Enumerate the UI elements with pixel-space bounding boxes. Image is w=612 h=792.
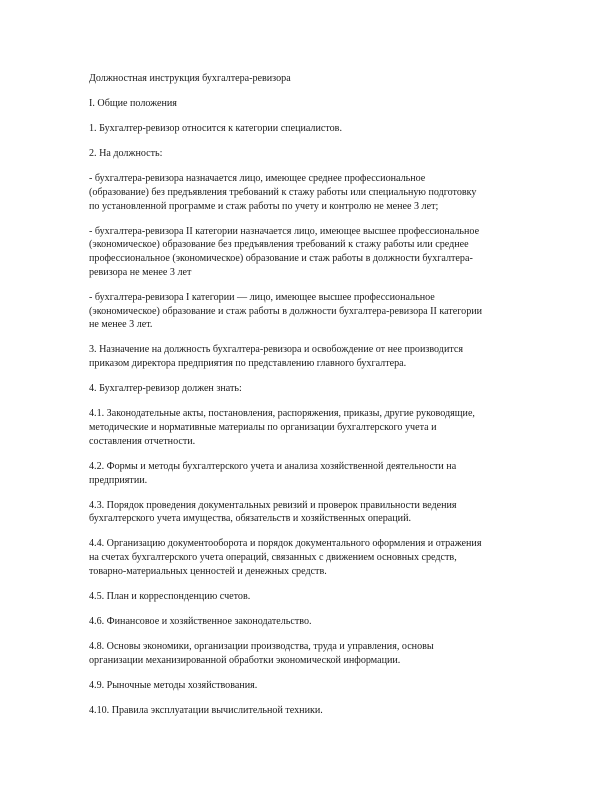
document-title: Должностная инструкция бухгалтера-ревизора — [89, 73, 291, 84]
paragraph: - бухгалтера-ревизора II категории назначается лицо, имеющее высшее профессиональное (экономическое) образование без предъявления требований к стажу работы или среднее профессиональное (экономическое) образование и стаж работы в должности бухгалтера- ревизора не менее 3 лет — [89, 225, 480, 278]
paragraph: 4.10. Правила эксплуатации вычислительной техники. — [89, 704, 323, 716]
paragraph: 4.6. Финансовое и хозяйственное законодательство. — [89, 615, 312, 627]
paragraph: - бухгалтера-ревизора I категории — лицо, имеющее высшее профессиональное (экономическое) образование и стаж работы в должности бухгалтера-ревизора II категории не менее 3 лет. — [89, 291, 483, 331]
paragraph: 4.2. Формы и методы бухгалтерского учета и анализа хозяйственной деятельности на предприятии. — [89, 460, 457, 486]
paragraph: - бухгалтера-ревизора назначается лицо, имеющее среднее профессиональное (образование) без предъявления требований к стажу работы или специальную подготовку по установленной программе и стаж работы по учету и контролю не менее 3 лет; — [89, 172, 477, 212]
paragraph: 3. Назначение на должность бухгалтера-ревизора и освобождение от нее производится приказом директора предприятия по представлению главного бухгалтера. — [89, 344, 464, 370]
paragraph: 4. Бухгалтер-ревизор должен знать: — [89, 383, 242, 395]
section-heading: I. Общие положения — [89, 97, 177, 109]
document-body — [89, 72, 523, 729]
paragraph: 4.9. Рыночные методы хозяйствования. — [89, 679, 258, 691]
paragraph: 2. На должность: — [89, 147, 163, 159]
paragraph: 4.4. Организацию документооборота и порядок документального оформления и отражения на счетах бухгалтерского учета операций, связанных с движением основных средств, товарно-материальных ценностей и денежных средств. — [89, 538, 482, 577]
paragraph: 1. Бухгалтер-ревизор относится к категории специалистов. — [89, 122, 342, 134]
paragraph: 4.5. План и корреспонденцию счетов. — [89, 590, 251, 602]
paragraph: 4.3. Порядок проведения документальных ревизий и проверок правильности ведения бухгалтерского учета имущества, обязательств и хозяйственных операций. — [89, 499, 457, 525]
paragraph: 4.1. Законодательные акты, постановления, распоряжения, приказы, другие руководящие, методические и нормативные материалы по организации бухгалтерского учета и составления отчетности. — [89, 408, 475, 447]
paragraph: 4.8. Основы экономики, организации производства, труда и управления, основы организации механизированной обработки экономической информации. — [89, 640, 434, 666]
